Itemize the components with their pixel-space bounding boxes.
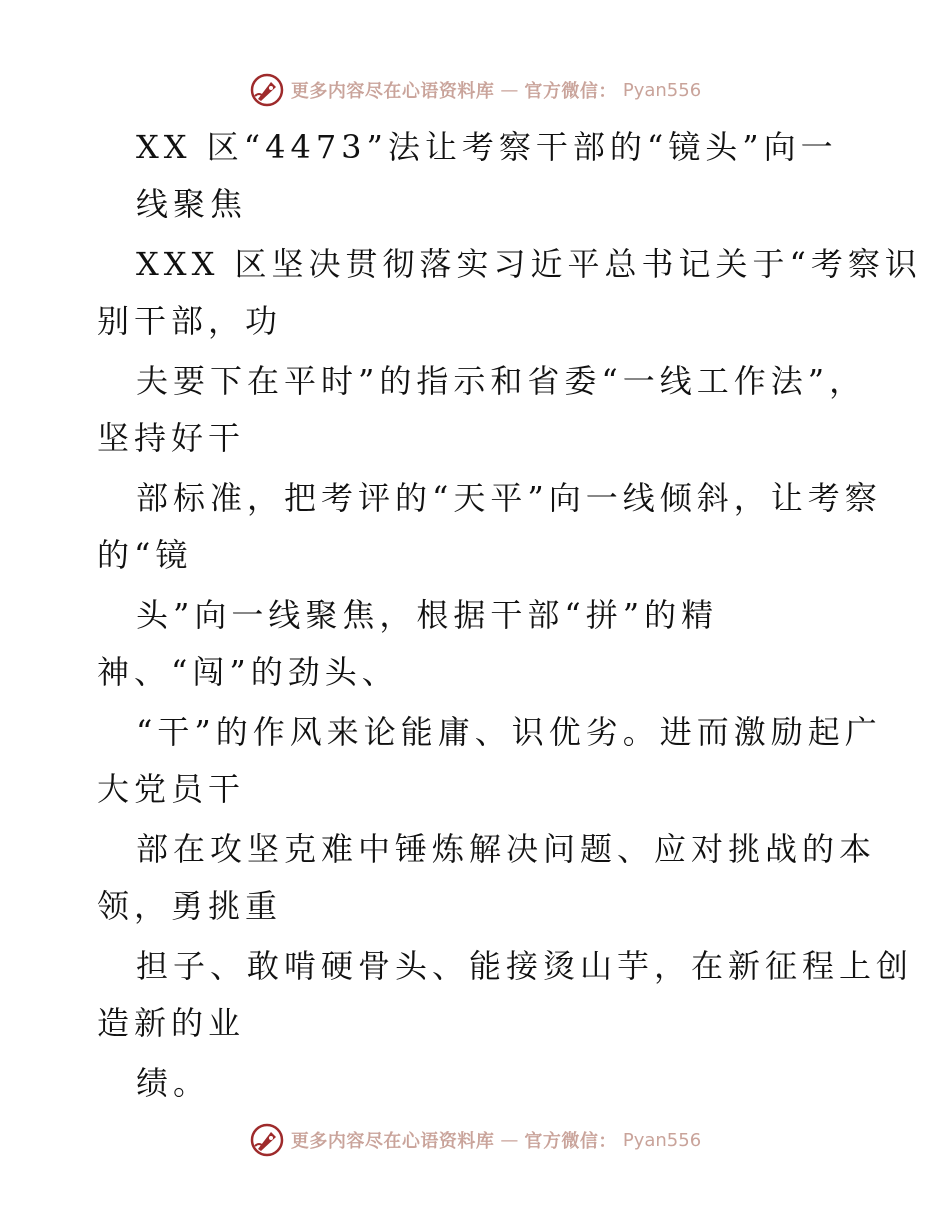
doc-text-line: 造新的业 [97,1004,246,1042]
doc-text-line: 的“镜 [97,536,193,574]
footer-watermark [0,1120,950,1160]
doc-text-line: 夫要下在平时”的指示和省委“一线工作法”， [136,362,867,400]
doc-text-line: 别干部，功 [97,302,283,340]
watermark-wechat-label: 官方微信： [524,81,617,102]
watermark-separator: — [500,79,519,101]
watermark-site-text: 更多内容尽在心语资料库 [290,1131,495,1152]
doc-text-line: 头”向一线聚焦，根据干部“拼”的精 [136,596,719,634]
doc-text-line: 神、“闯”的劲头、 [97,653,399,691]
doc-text-line: 部标准，把考评的“天平”向一线倾斜，让考察 [136,479,882,517]
watermark-site-text: 更多内容尽在心语资料库 [290,81,495,102]
doc-title-line-2: 线聚焦 [136,185,248,223]
doc-text-line: 担子、敢啃硬骨头、能接烫山芋，在新征程上创 [136,947,914,985]
doc-text-line: 部在攻坚克难中锤炼解决问题、应对挑战的本 [136,830,877,868]
pen-nib-logo-icon [249,1122,285,1158]
doc-text-line: 坚持好干 [97,419,246,457]
doc-text-line: 绩。 [136,1064,211,1102]
header-watermark [0,70,950,110]
watermark-separator: — [500,1129,519,1151]
doc-text-line: XXX 区坚决贯彻落实习近平总书记关于“考察识 [136,245,922,283]
doc-text-line: 领，勇挑重 [97,887,283,925]
watermark-wechat-label: 官方微信： [524,1131,617,1152]
doc-text-line: 大党员干 [97,770,246,808]
pen-nib-logo-icon [249,72,285,108]
watermark-wechat-id: Pyan556 [622,1129,702,1151]
doc-text-line: “干”的作风来论能庸、识优劣。进而激励起广 [136,713,882,751]
doc-title-line-1: XX 区“4473”法让考察干部的“镜头”向一 [136,128,838,166]
watermark-wechat-id: Pyan556 [622,79,702,101]
